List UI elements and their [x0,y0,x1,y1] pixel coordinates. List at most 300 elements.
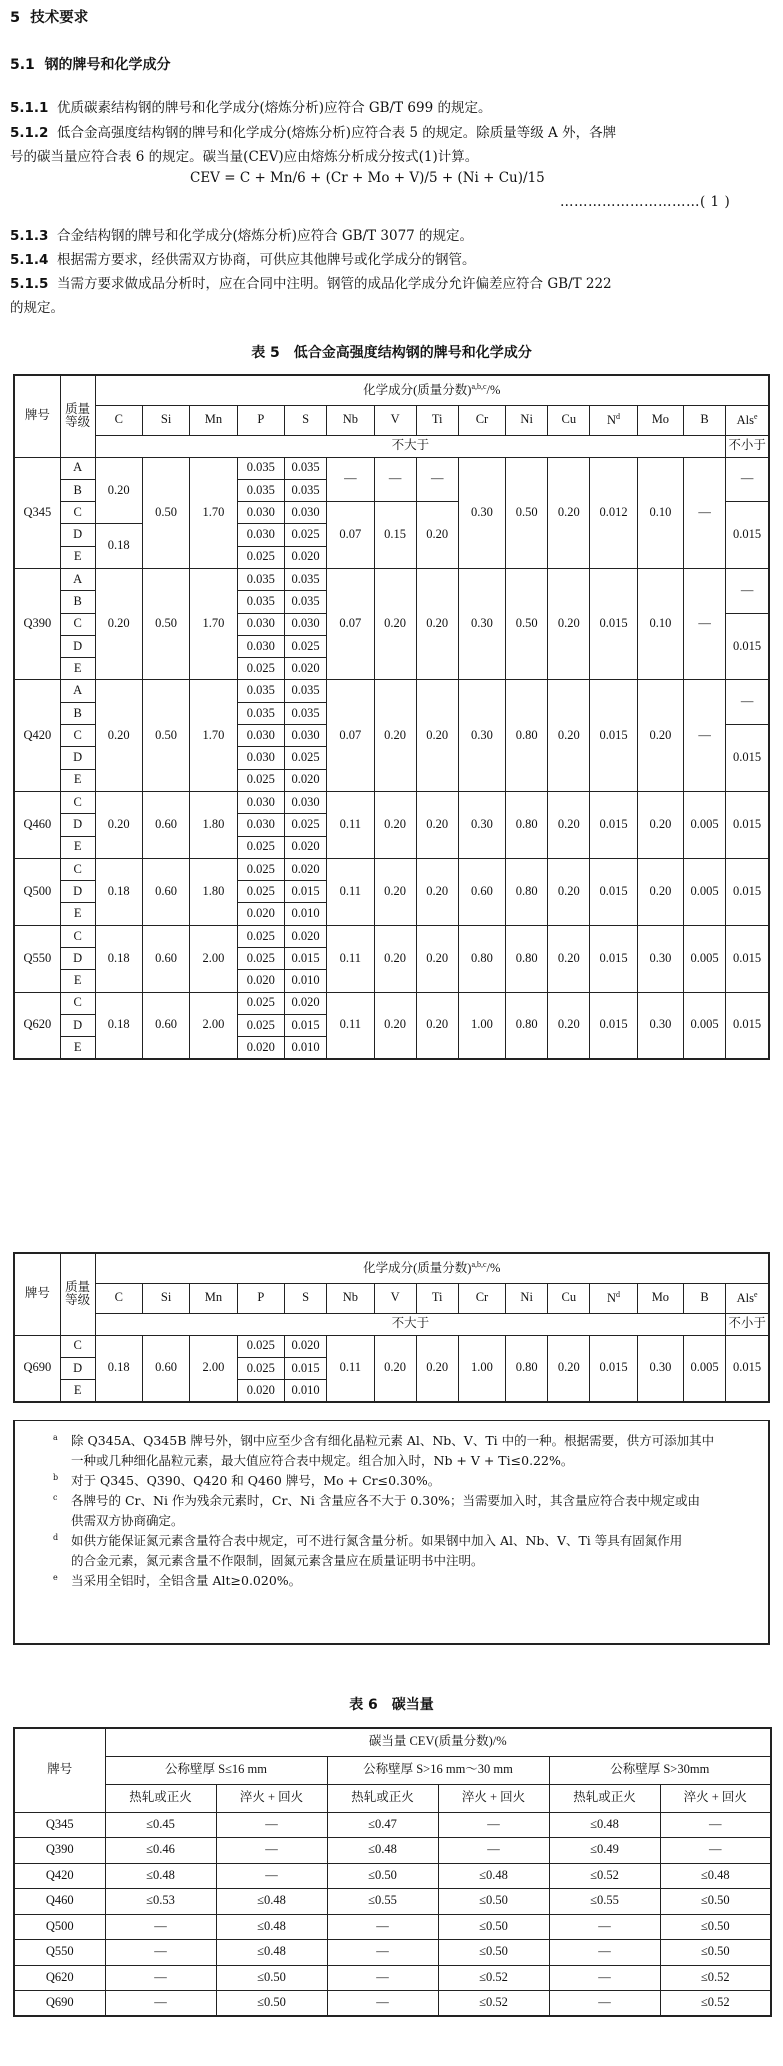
cell-cr: 0.30 [458,457,505,568]
grade-name: Q420 [14,680,60,791]
cev-value: ≤0.50 [216,1991,327,2017]
cell-mo: 0.20 [637,858,683,925]
table-note [15,1431,760,1471]
note-line: 当采用全铝时，全铝含量 Alt≥0.020%。 [71,1573,302,1588]
header-quality-text: 质量等级 [65,401,91,430]
cell-n: 0.015 [590,680,637,791]
grade-name: Q500 [14,858,60,925]
cell-mn: 2.00 [190,925,237,992]
cell-mo: 0.20 [637,680,683,791]
cell-s: 0.020 [285,836,327,858]
note-line: 如供方能保证氮元素含量符合表中规定，可不进行氮含量分析。如果钢中加入 Al、Nb、V、Ti 等具有固氮作用 [71,1533,683,1548]
clause-text-continued: 号的碳当量应符合表 6 的规定。碳当量(CEV)应由熔炼分析成分按式(1)计算。 [10,149,479,165]
header-element-v: V [374,405,416,435]
header-element-b: B [684,405,726,435]
cell-s: 0.020 [285,658,327,680]
t6-header-grade: 牌号 [14,1728,105,1812]
cell-s: 0.020 [285,1335,327,1357]
cell-mo: 0.30 [637,1335,683,1402]
table-row [14,858,769,880]
cev-value: ≤0.52 [660,1965,771,1991]
cell-cu: 0.20 [548,568,590,679]
note-line: 各牌号的 Cr、Ni 作为残余元素时，Cr、Ni 含量应各不大于 0.30%；当需要加入时，其含量应符合表中规定或由 [71,1493,701,1508]
cell-als: 0.015 [726,992,769,1059]
table-5 [13,374,770,1060]
cell-c: 0.20 [95,791,142,858]
grade-name: Q500 [14,1914,105,1940]
cell-si: 0.50 [142,568,189,679]
cev-value: ≤0.48 [549,1812,660,1838]
cell-p: 0.035 [237,702,284,724]
header-element-nb: Nb [327,405,374,435]
cev-value: ≤0.50 [660,1940,771,1966]
table-row [14,1991,771,2017]
table-note [15,1571,760,1591]
section-heading [10,6,88,27]
cell-text: N [607,412,617,427]
cell-s: 0.015 [285,881,327,903]
cell-als: — [726,568,769,613]
t6-header-thickness-3: 公称壁厚 S>30mm [549,1756,771,1784]
cev-value: ≤0.48 [216,1889,327,1915]
table-6 [13,1727,772,2017]
cell-p: 0.025 [237,858,284,880]
cell-n: 0.012 [590,457,637,568]
grade-name: Q620 [14,992,60,1059]
header-element-s: S [285,405,327,435]
cell-als: — [726,457,769,502]
cell-p: 0.025 [237,1357,284,1379]
table-5-caption: 表 5 低合金高强度结构钢的牌号和化学成分 [251,345,532,361]
table-row [14,1838,771,1864]
cev-value: ≤0.53 [105,1889,216,1915]
cell-p: 0.025 [237,1014,284,1036]
cell-cu: 0.20 [548,1335,590,1402]
cev-value: — [327,1940,438,1966]
cell-ni: 0.50 [506,457,548,568]
cell-p: 0.025 [237,881,284,903]
t6-header-hot-rolled: 热轧或正火 [549,1784,660,1812]
header-max: 不大于 [95,435,726,457]
quality-grade: D [60,881,95,903]
header-element-n [590,405,637,435]
cell-als: 0.015 [726,613,769,680]
t6-header-quench-temper: 淬火 + 回火 [216,1784,327,1812]
quality-grade: D [60,814,95,836]
cell-p: 0.030 [237,613,284,635]
cell-ti: 0.20 [416,925,458,992]
header-chemical-unit: /% [486,382,501,397]
footnote-mark: e [753,1289,758,1299]
cell-cu: 0.20 [548,791,590,858]
cell-p: 0.030 [237,502,284,524]
quality-grade: E [60,658,95,680]
cell-p: 0.035 [237,680,284,702]
header-chemical-text: 化学成分(质量分数) [363,1260,472,1275]
table-row [14,791,769,813]
clause-text: 合金结构钢的牌号和化学成分(熔炼分析)应符合 GB/T 3077 的规定。 [57,228,474,244]
grade-name: Q345 [14,457,60,568]
quality-grade: D [60,1014,95,1036]
quality-grade: D [60,948,95,970]
table-row [14,1940,771,1966]
quality-grade: A [60,568,95,590]
cev-value: ≤0.50 [327,1863,438,1889]
cell-cu: 0.20 [548,992,590,1059]
cell-s: 0.030 [285,613,327,635]
cell-cr: 0.60 [458,858,505,925]
grade-name: Q420 [14,1863,105,1889]
cell-nb: 0.11 [327,791,374,858]
cell-als: 0.015 [726,791,769,858]
clause-5-1-3 [10,224,473,244]
table-5-notes [13,1420,770,1645]
cell-s: 0.010 [285,970,327,992]
clause-number: 5.1.5 [10,276,49,292]
quality-grade: C [60,613,95,635]
cell-s: 0.035 [285,680,327,702]
table-row [14,992,769,1014]
cell-p: 0.035 [237,457,284,479]
cell-mn: 2.00 [190,1335,237,1402]
cev-value: — [549,1914,660,1940]
grade-name: Q345 [14,1812,105,1838]
cell-mn: 2.00 [190,992,237,1059]
cell-v: 0.20 [374,992,416,1059]
cell-p: 0.035 [237,591,284,613]
grade-name: Q460 [14,791,60,858]
cev-value: ≤0.49 [549,1838,660,1864]
cell-s: 0.010 [285,1380,327,1402]
header-quality-text: 质量等级 [65,1279,91,1308]
grade-name: Q390 [14,568,60,679]
cell-b: 0.005 [684,858,726,925]
cell-c: 0.20 [95,457,142,524]
table-note [15,1491,760,1531]
cev-value: — [549,1965,660,1991]
cell-text: N [607,1290,617,1305]
table-row [14,1965,771,1991]
note-line: 的合金元素，氮元素含量不作限制，固氮元素含量应在质量证明书中注明。 [71,1553,484,1568]
cell-p: 0.035 [237,568,284,590]
cell-si: 0.50 [142,457,189,568]
cell-n: 0.015 [590,925,637,992]
footnote-mark: d [616,411,621,421]
header-element-c: C [95,1283,142,1313]
cev-value: ≤0.50 [216,1965,327,1991]
cev-value: ≤0.45 [105,1812,216,1838]
quality-grade: C [60,791,95,813]
cell-v: 0.20 [374,791,416,858]
cev-value: — [216,1812,327,1838]
quality-grade: E [60,970,95,992]
cell-nb: 0.07 [327,568,374,679]
cell-ni: 0.50 [506,568,548,679]
cev-value: — [660,1812,771,1838]
clause-5-1-1 [10,96,491,116]
cell-nb: 0.11 [327,1335,374,1402]
cell-mo: 0.30 [637,925,683,992]
cell-v: 0.20 [374,925,416,992]
cell-si: 0.60 [142,791,189,858]
cell-cu: 0.20 [548,457,590,568]
header-element-cu: Cu [548,1283,590,1313]
header-element-ni: Ni [506,405,548,435]
cell-ti: 0.20 [416,858,458,925]
cell-p: 0.025 [237,546,284,568]
table-note [15,1471,760,1491]
header-element-p: P [237,1283,284,1313]
cev-value: — [327,1965,438,1991]
cev-value: ≤0.50 [438,1940,549,1966]
cell-s: 0.015 [285,1357,327,1379]
cell-b: 0.005 [684,925,726,992]
cell-s: 0.010 [285,1037,327,1059]
cell-ti: 0.20 [416,1335,458,1402]
quality-grade: A [60,457,95,479]
cev-value: ≤0.48 [660,1863,771,1889]
cell-v: 0.20 [374,858,416,925]
cell-p: 0.020 [237,1380,284,1402]
cell-n: 0.015 [590,568,637,679]
cell-c: 0.20 [95,680,142,791]
quality-grade: E [60,1037,95,1059]
cev-value: — [216,1863,327,1889]
header-min: 不小于 [726,1313,769,1335]
cell-cr: 0.80 [458,925,505,992]
cev-value: ≤0.46 [105,1838,216,1864]
cev-value: — [327,1914,438,1940]
cell-n: 0.015 [590,1335,637,1402]
clause-text: 优质碳素结构钢的牌号和化学成分(熔炼分析)应符合 GB/T 699 的规定。 [57,100,492,116]
cell-s: 0.020 [285,858,327,880]
cell-ti: 0.20 [416,680,458,791]
table-note [15,1531,760,1571]
cell-nb: 0.11 [327,858,374,925]
cell-als: 0.015 [726,502,769,569]
note-line: 供需双方协商确定。 [71,1513,184,1528]
cell-si: 0.50 [142,680,189,791]
quality-grade: D [60,747,95,769]
footnote-marks: a,b,c [471,1259,487,1269]
cell-ni: 0.80 [506,992,548,1059]
cev-value: — [216,1838,327,1864]
quality-grade: E [60,546,95,568]
cell-s: 0.020 [285,546,327,568]
cell-v: 0.20 [374,680,416,791]
clause-text-continued: 的规定。 [10,300,64,316]
quality-grade: B [60,479,95,501]
cell-ti: 0.20 [416,791,458,858]
cell-mo: 0.10 [637,457,683,568]
t6-header-quench-temper: 淬火 + 回火 [438,1784,549,1812]
grade-name: Q690 [14,1991,105,2017]
footnote-mark: d [616,1289,621,1299]
quality-grade: A [60,680,95,702]
cell-v: 0.20 [374,568,416,679]
quality-grade: C [60,858,95,880]
header-element-s: S [285,1283,327,1313]
cell-si: 0.60 [142,992,189,1059]
header-chemical-unit: /% [486,1260,501,1275]
cell-mn: 1.80 [190,858,237,925]
header-element-ni: Ni [506,1283,548,1313]
t6-header-hot-rolled: 热轧或正火 [327,1784,438,1812]
cev-value: ≤0.48 [327,1838,438,1864]
cell-ni: 0.80 [506,925,548,992]
table-6-caption: 表 6 碳当量 [349,1697,434,1713]
table-row [14,1812,771,1838]
cell-s: 0.020 [285,925,327,947]
cell-cr: 1.00 [458,992,505,1059]
cev-value: — [105,1965,216,1991]
cell-mn: 1.80 [190,791,237,858]
cell-v: — [374,457,416,502]
cev-formula: CEV = C + Mn/6 + (Cr + Mo + V)/5 + (Ni + Cu)/15 [190,170,545,186]
cell-p: 0.035 [237,479,284,501]
header-min: 不小于 [726,435,769,457]
clause-number: 5.1.4 [10,252,49,268]
cev-value: — [327,1991,438,2017]
cev-value: ≤0.50 [438,1889,549,1915]
cell-c: 0.20 [95,568,142,679]
cell-v: 0.15 [374,502,416,569]
note-mark: a [53,1433,58,1442]
header-max: 不大于 [95,1313,726,1335]
cell-cr: 0.30 [458,568,505,679]
cell-s: 0.020 [285,992,327,1014]
section-number: 5 [10,10,21,26]
table-row [14,1335,769,1357]
cell-ni: 0.80 [506,680,548,791]
header-element-als [726,1283,769,1313]
cell-p: 0.025 [237,769,284,791]
cell-p: 0.030 [237,635,284,657]
cell-cr: 0.30 [458,680,505,791]
cell-nb: 0.11 [327,925,374,992]
cev-value: — [105,1914,216,1940]
cell-nb: 0.11 [327,992,374,1059]
cell-cu: 0.20 [548,925,590,992]
cell-s: 0.035 [285,479,327,501]
quality-grade: E [60,836,95,858]
cev-value: — [438,1838,549,1864]
quality-grade: C [60,992,95,1014]
cev-value: — [549,1991,660,2017]
cev-value: ≤0.55 [549,1889,660,1915]
cell-ti: 0.20 [416,992,458,1059]
cell-c: 0.18 [95,1335,142,1402]
clause-number: 5.1.2 [10,125,49,141]
clause-text: 当需方要求做成品分析时，应在合同中注明。钢管的成品化学成分允许偏差应符合 GB/T 222 [57,276,612,292]
cev-value: ≤0.50 [660,1889,771,1915]
t6-header-hot-rolled: 热轧或正火 [105,1784,216,1812]
cell-c: 0.18 [95,925,142,992]
table-row [14,680,769,702]
cell-n: 0.015 [590,858,637,925]
cell-p: 0.025 [237,658,284,680]
header-element-v: V [374,1283,416,1313]
header-chemical-text: 化学成分(质量分数) [363,382,472,397]
cev-value: ≤0.52 [438,1965,549,1991]
cell-b: 0.005 [684,791,726,858]
clause-number: 5.1.1 [10,100,49,116]
cev-value: ≤0.52 [549,1863,660,1889]
header-chemical [95,1253,769,1283]
cell-si: 0.60 [142,925,189,992]
t6-header-cev: 碳当量 CEV(质量分数)/% [105,1728,771,1756]
equation-number: …………………………( 1 ) [560,194,731,210]
header-element-ti: Ti [416,405,458,435]
cell-als: 0.015 [726,1335,769,1402]
cell-p: 0.025 [237,925,284,947]
grade-name: Q620 [14,1965,105,1991]
header-quality [60,375,95,457]
cell-cu: 0.20 [548,858,590,925]
clause-number: 5.1.3 [10,228,49,244]
cell-s: 0.015 [285,948,327,970]
cell-s: 0.025 [285,747,327,769]
table-row [14,457,769,479]
grade-name: Q390 [14,1838,105,1864]
header-element-cu: Cu [548,405,590,435]
cell-nb: 0.07 [327,680,374,791]
note-mark: e [53,1573,58,1582]
cev-value: — [105,1991,216,2017]
cev-value: — [549,1940,660,1966]
cev-value: ≤0.48 [105,1863,216,1889]
cell-s: 0.035 [285,591,327,613]
header-element-cr: Cr [458,405,505,435]
cev-value: ≤0.50 [660,1914,771,1940]
cell-c: 0.18 [95,992,142,1059]
subsection-title: 钢的牌号和化学成分 [44,57,171,73]
cell-p: 0.025 [237,992,284,1014]
cell-ni: 0.80 [506,791,548,858]
quality-grade: C [60,502,95,524]
cell-s: 0.030 [285,791,327,813]
header-element-ti: Ti [416,1283,458,1313]
cell-mo: 0.30 [637,992,683,1059]
quality-grade: B [60,702,95,724]
cev-value: ≤0.50 [438,1914,549,1940]
subsection-heading [10,54,171,74]
cell-text: Als [736,1290,754,1305]
table-row [14,1863,771,1889]
section-title: 技术要求 [30,10,89,26]
cell-n: 0.015 [590,992,637,1059]
cell-text: Als [736,412,754,427]
grade-name: Q690 [14,1335,60,1402]
cell-s: 0.030 [285,725,327,747]
cell-mn: 1.70 [190,680,237,791]
quality-grade: E [60,769,95,791]
table-row [14,568,769,590]
cell-s: 0.025 [285,524,327,546]
note-line: 除 Q345A、Q345B 牌号外，钢中应至少含有细化晶粒元素 Al、Nb、V、Ti 中的一种。根据需要，供方可添加其中 [71,1433,715,1448]
cev-value: — [105,1940,216,1966]
quality-grade: E [60,1380,95,1402]
cev-value: ≤0.55 [327,1889,438,1915]
quality-grade: D [60,1357,95,1379]
cell-s: 0.025 [285,635,327,657]
cell-ni: 0.80 [506,1335,548,1402]
cell-nb: 0.07 [327,502,374,569]
cell-p: 0.020 [237,970,284,992]
cell-cu: 0.20 [548,680,590,791]
footnote-marks: a,b,c [471,381,487,391]
cell-p: 0.030 [237,524,284,546]
